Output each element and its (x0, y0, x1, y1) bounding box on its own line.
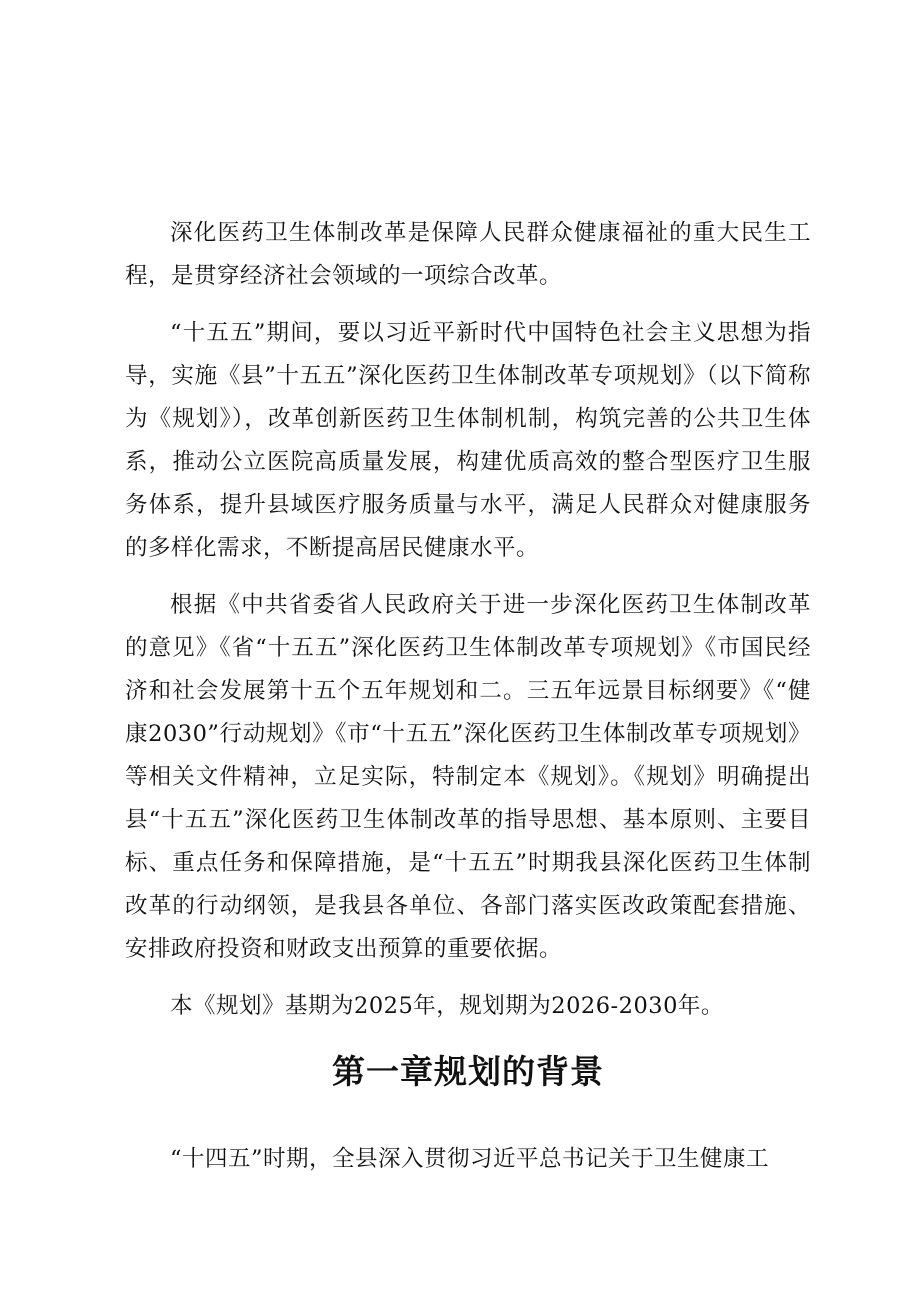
guidance-paragraph: “十五五”期间，要以习近平新时代中国特色社会主义思想为指导，实施《县”十五五”深化医药卫生体制改革专项规划》（以下简称为《规划》），改革创新医药卫生体制机制，构筑完善的公共卫生体系，推动公立医院高质量发展，构建优质高效的整合型医疗卫生服务体系，提升县域医疗服务质量与水平，满足人民群众对健康服务的多样化需求，不断提高居民健康水平。 (125, 320, 811, 561)
document-body (125, 212, 811, 1195)
period-paragraph: 本《规划》基期为2025年，规划期为2026-2030年。 (170, 993, 724, 1019)
intro-paragraph: 深化医药卫生体制改革是保障人民群众健康福祉的重大民生工程，是贯穿经济社会领域的一项综合改革。 (125, 220, 811, 289)
chapter-first-paragraph: “十四五”时期，全县深入贯彻习近平总书记关于卫生健康工 (170, 1146, 770, 1172)
basis-paragraph: 根据《中共省委省人民政府关于进一步深化医药卫生体制改革的意见》《省“十五五”深化医药卫生体制改革专项规划》《市国民经济和社会发展第十五个五年规划和二。三五年远景目标纲要》《“健康2030”行动规划》《市“十五五”深化医药卫生体制改革专项规划》等相关文件精神，立足实际，特制定本《规划》。《规划》明确提出县“十五五”深化医药卫生体制改革的指导思想、基本原则、主要目标、重点任务和保障措施，是“十五五”时期我县深化医药卫生体制改革的行动纲领，是我县各单位、各部门落实医改政策配套措施、安排政府投资和财政支出预算的重要依据。 (125, 592, 811, 962)
chapter-heading: 第一章规划的背景 (332, 1052, 604, 1091)
